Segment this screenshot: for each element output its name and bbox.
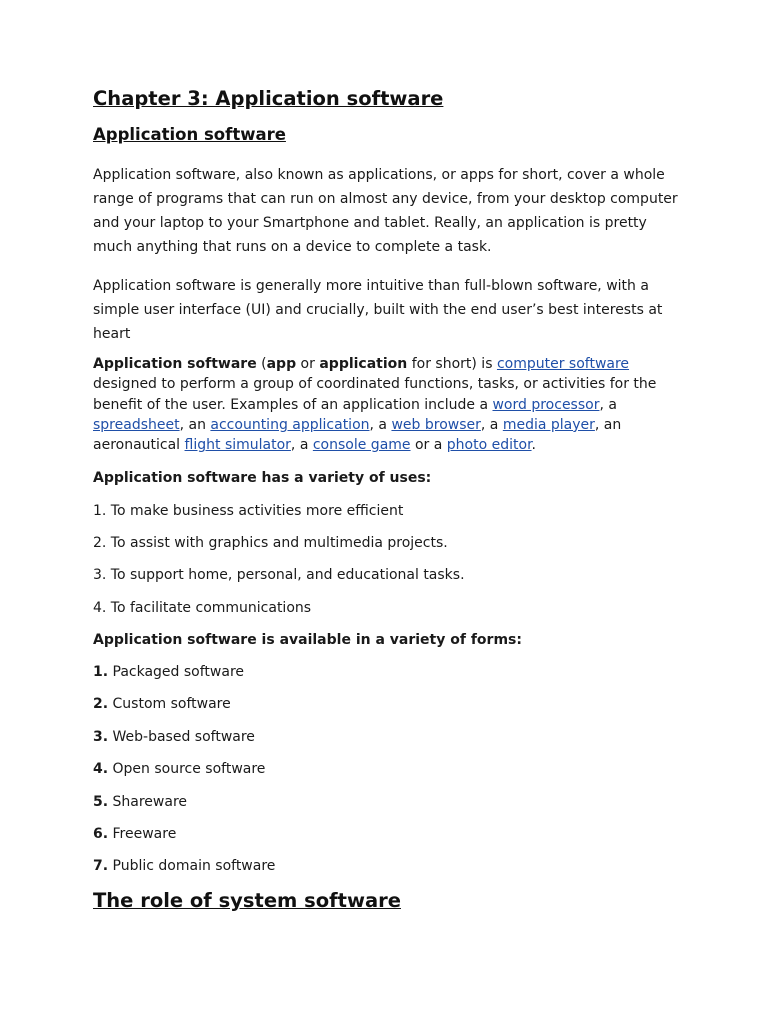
- link-console-game[interactable]: console game: [312, 437, 411, 454]
- definition-text: , a: [599, 396, 617, 413]
- list-text: Shareware: [108, 793, 188, 810]
- document-page: [93, 86, 683, 914]
- list-item: [93, 662, 683, 682]
- definition-app: app: [266, 356, 297, 372]
- definition-application: application: [319, 356, 408, 372]
- forms-list: [93, 662, 683, 876]
- definition-term: Application software: [93, 356, 257, 372]
- forms-heading: Application software is available in a variety of forms:: [93, 631, 522, 648]
- list-text: Packaged software: [108, 664, 245, 681]
- link-flight-simulator[interactable]: flight simulator: [184, 437, 291, 454]
- list-text: Web-based software: [108, 728, 255, 745]
- intro-paragraph: Application software, also known as applications, or apps for short, cover a whole range of programs that can run on almost any device, from your desktop computer and your laptop to your Smartphone and tablet. Really, an application is pretty much anything that runs on a device to complete a task.: [93, 167, 678, 255]
- link-accounting-application[interactable]: accounting application: [210, 416, 370, 433]
- link-word-processor[interactable]: word processor: [492, 396, 600, 413]
- list-number: 5.: [93, 793, 109, 810]
- list-number: 3.: [93, 728, 109, 745]
- list-item: 1. To make business activities more efficient: [93, 502, 404, 519]
- list-item: [93, 824, 683, 844]
- list-item: 4. To facilitate communications: [93, 599, 312, 616]
- list-text: Freeware: [108, 826, 177, 843]
- ui-paragraph: Application software is generally more intuitive than full-blown software, with a simple user interface (UI) and crucially, built with the end user’s best interests at heart: [93, 278, 663, 342]
- uses-list: [93, 501, 683, 618]
- list-item: [93, 694, 683, 714]
- list-text: Public domain software: [108, 858, 276, 875]
- list-item: 3. To support home, personal, and educational tasks.: [93, 567, 465, 584]
- definition-text: , an: [179, 416, 211, 433]
- uses-heading: Application software has a variety of uses:: [93, 470, 432, 487]
- list-text: Open source software: [108, 761, 266, 778]
- section-title: Application software: [93, 125, 286, 144]
- link-web-browser[interactable]: web browser: [391, 416, 481, 433]
- list-item: [93, 759, 683, 779]
- definition-text: designed to perform a group of coordinated functions, tasks, or activities for the benefit of the user. Examples of an application include a: [93, 376, 657, 413]
- list-number: 1.: [93, 664, 109, 681]
- list-number: 7.: [93, 858, 109, 875]
- definition-text: or: [296, 356, 320, 372]
- definition-text: , a: [480, 416, 503, 433]
- next-section-title: The role of system software: [93, 889, 401, 913]
- definition-text: , a: [290, 437, 313, 454]
- list-number: 4.: [93, 761, 109, 778]
- definition-text: (: [256, 356, 267, 372]
- link-computer-software[interactable]: computer software: [496, 356, 630, 372]
- list-text: Custom software: [108, 696, 231, 713]
- definition-paragraph: [93, 354, 683, 455]
- definition-text: .: [531, 437, 536, 454]
- list-item: [93, 727, 683, 747]
- link-photo-editor[interactable]: photo editor: [446, 437, 532, 454]
- list-number: 6.: [93, 826, 109, 843]
- list-number: 2.: [93, 696, 109, 713]
- list-item: [93, 792, 683, 812]
- link-media-player[interactable]: media player: [502, 416, 595, 433]
- definition-text: , an aeronautical: [93, 416, 622, 454]
- list-item: [93, 856, 683, 876]
- definition-text: for short) is: [407, 356, 497, 372]
- chapter-title: Chapter 3: Application software: [93, 87, 444, 110]
- link-spreadsheet[interactable]: spreadsheet: [93, 416, 180, 433]
- definition-text: , a: [369, 416, 392, 433]
- definition-text: or a: [410, 437, 447, 454]
- list-item: 2. To assist with graphics and multimedia projects.: [93, 535, 448, 552]
